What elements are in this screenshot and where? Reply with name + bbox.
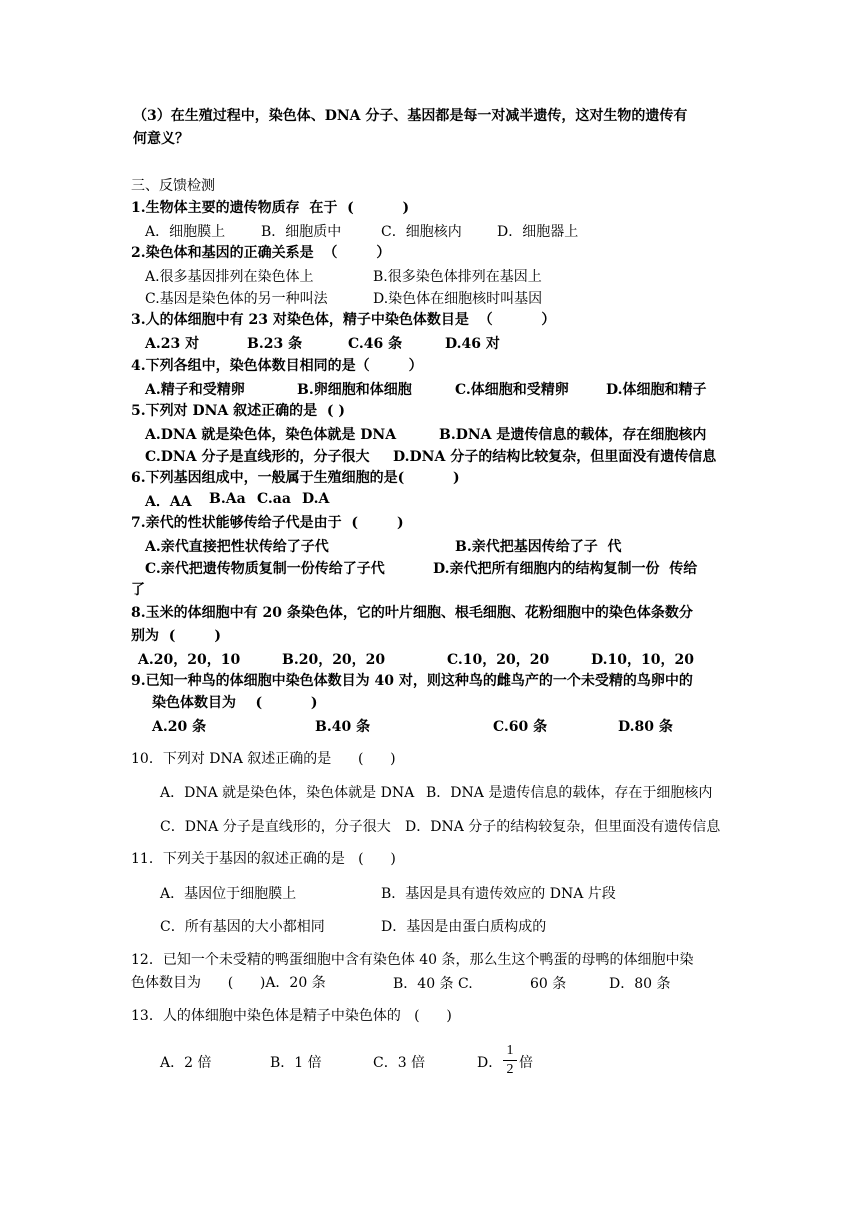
q3-option-c: C.46 条 [348, 336, 403, 352]
q9-option-b: B.40 条 [315, 719, 371, 735]
q4-option-b: B.卵细胞和体细胞 [297, 382, 412, 398]
q2-option-c: C.基因是染色体的另一种叫法 [145, 291, 328, 307]
q7-wrap: 了 [131, 582, 145, 598]
q8-stem-line2: 别为 ( ) [131, 628, 221, 644]
q1-option-a: A．细胞膜上 [145, 224, 226, 240]
q1-option-d: D．细胞器上 [497, 224, 579, 240]
q1-option-c: C．细胞核内 [381, 224, 462, 240]
q4-option-d: D.体细胞和精子 [606, 382, 707, 398]
q9-stem-line2: 染色体数目为 ( ) [152, 695, 318, 711]
q13-fraction-denominator: 2 [506, 1062, 514, 1077]
q5-option-b: B.DNA 是遗传信息的载体，存在细胞核内 [439, 427, 707, 443]
q10-option-c: C．DNA 分子是直线形的，分子很大 [160, 819, 391, 835]
q10-option-d: D．DNA 分子的结构较复杂，但里面没有遗传信息 [405, 819, 721, 835]
q12-stem-line1: 12．已知一个未受精的鸭蛋细胞中含有染色体 40 条，那么生这个鸭蛋的母鸭的体细胞中染 [131, 952, 694, 968]
q13-option-c: C．3 倍 [373, 1055, 426, 1071]
q12-stem-line2: 色体数目为 ( )A．20 条 [131, 975, 326, 991]
q6-option-d: D.A [302, 491, 330, 507]
q11-option-c: C．所有基因的大小都相同 [160, 919, 325, 935]
q2-option-b: B.很多染色体排列在基因上 [373, 269, 542, 285]
q8-option-b: B.20，20，20 [282, 652, 386, 668]
q6-option-c: C.aa [257, 491, 291, 507]
q6-option-b: B.Aa [209, 491, 246, 507]
q11-option-b: B．基因是具有遗传效应的 DNA 片段 [381, 886, 616, 902]
q5-option-d: D.DNA 分子的结构比较复杂，但里面没有遗传信息 [393, 449, 717, 465]
q7-option-b: B.亲代把基因传给了子 代 [455, 539, 622, 555]
q7-option-a: A.亲代直接把性状传给了子代 [145, 539, 329, 555]
q9-option-d: D.80 条 [618, 719, 673, 735]
q9-stem-line1: 9.已知一种鸟的体细胞中染色体数目为 40 对，则这种鸟的雌鸟产的一个未受精的鸟卵中的 [131, 673, 693, 689]
q9-option-c: C.60 条 [493, 719, 548, 735]
q2-option-d: D.染色体在细胞核时叫基因 [373, 291, 543, 307]
q13-fraction-numerator: 1 [506, 1043, 514, 1058]
q9-option-a: A.20 条 [152, 719, 207, 735]
q4-option-c: C.体细胞和受精卵 [455, 382, 569, 398]
q3-stem: 3.人的体细胞中有 23 对染色体，精子中染色体数目是 （ ） [131, 312, 556, 328]
q12-option-c-value: 60 条 [530, 976, 567, 992]
q5-option-c: C.DNA 分子是直线形的，分子很大 [145, 449, 370, 465]
q8-option-d: D.10，10，20 [591, 652, 694, 668]
q8-stem-line1: 8.玉米的体细胞中有 20 条染色体，它的叶片细胞、根毛细胞、花粉细胞中的染色体条数分 [131, 605, 693, 621]
q1-option-b: B．细胞质中 [261, 224, 342, 240]
q2-option-a: A.很多基因排列在染色体上 [145, 269, 314, 285]
q7-stem: 7.亲代的性状能够传给子代是由于 ( ) [131, 515, 404, 531]
q6-option-a: A．AA [145, 494, 192, 510]
q13-fraction-bar [503, 1060, 517, 1061]
q1-stem: 1.生物体主要的遗传物质存 在于 ( ) [131, 200, 410, 216]
q11-stem: 11．下列关于基因的叙述正确的是 ( ) [131, 851, 396, 867]
intro-question-line1: （3）在生殖过程中，染色体、DNA 分子、基因都是每一对减半遗传，这对生物的遗传有 [133, 108, 688, 124]
q13-fraction [503, 1043, 517, 1078]
q3-option-d: D.46 对 [445, 336, 500, 352]
q12-option-d: D．80 条 [609, 976, 671, 992]
q10-stem: 10．下列对 DNA 叙述正确的是 ( ) [131, 751, 396, 767]
q3-option-b: B.23 条 [247, 336, 303, 352]
q12-option-b: B．40 条 C. [393, 976, 473, 992]
intro-question-line2: 何意义？ [133, 131, 189, 147]
q2-stem: 2.染色体和基因的正确关系是 （ ） [131, 245, 391, 261]
q13-option-b: B．1 倍 [270, 1055, 322, 1071]
q5-stem: 5.下列对 DNA 叙述正确的是 ( ) [131, 403, 346, 419]
q3-option-a: A.23 对 [145, 336, 200, 352]
q8-option-a: A.20，20，10 [138, 652, 241, 668]
q11-option-d: D．基因是由蛋白质构成的 [381, 919, 547, 935]
q7-option-c: C.亲代把遗传物质复制一份传给了子代 [145, 561, 385, 577]
q13-option-d: D． [477, 1055, 503, 1071]
q10-option-b: B．DNA 是遗传信息的载体，存在于细胞核内 [426, 785, 713, 801]
q5-option-a: A.DNA 就是染色体，染色体就是 DNA [145, 427, 397, 443]
q13-fraction-suffix: 倍 [519, 1055, 533, 1071]
q8-option-c: C.10，20，20 [447, 652, 550, 668]
q13-option-a: A．2 倍 [160, 1055, 212, 1071]
q11-option-a: A．基因位于细胞膜上 [160, 886, 297, 902]
q4-stem: 4.下列各组中，染色体数目相同的是（ ） [131, 358, 423, 374]
q4-option-a: A.精子和受精卵 [145, 382, 245, 398]
q7-option-d: D.亲代把所有细胞内的结构复制一份 传给 [433, 561, 698, 577]
q10-option-a: A．DNA 就是染色体，染色体就是 DNA [160, 785, 415, 801]
section-title: 三、反馈检测 [131, 178, 215, 194]
q6-stem: 6.下列基因组成中，一般属于生殖细胞的是( ) [131, 470, 460, 486]
q13-stem: 13．人的体细胞中染色体是精子中染色体的 ( ) [131, 1008, 452, 1024]
